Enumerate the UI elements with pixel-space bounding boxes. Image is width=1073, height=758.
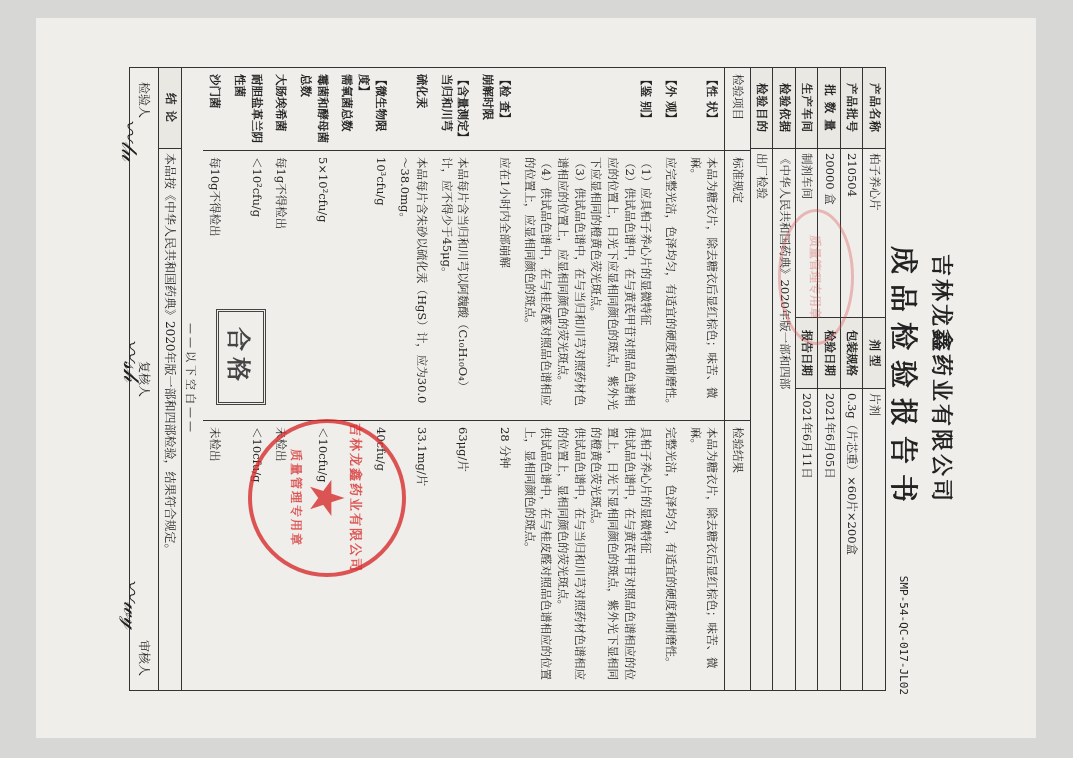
batch-quantity: 20000 盒 [818, 149, 841, 318]
item-result: 63μg/片 [434, 420, 475, 690]
conclusion: 本品按《中华人民共和国药典》2020年版一部和四部检验，结果符合规定。 [158, 149, 181, 691]
item-row [476, 68, 517, 690]
item-result: 40cfu/g [335, 420, 393, 690]
star-icon: ★ [302, 479, 351, 517]
document-title: 成品检验报告书 [887, 245, 920, 512]
report-date-label: 报告日期 [795, 318, 818, 389]
dosage-form-label: 剂 型 [863, 318, 886, 389]
document-code: SMP-54-QC-017-JL02 [897, 575, 910, 695]
column-headers [725, 68, 751, 691]
item-result: 33.1mg/片 [393, 420, 434, 690]
item-row [269, 68, 294, 690]
item-standard: 5×10²cfu/g [293, 150, 334, 420]
faint-stamp-text: 质量管理专用章 [808, 234, 823, 319]
item-name: 【外 观】 [663, 74, 678, 125]
col-item: 检验项目 [730, 74, 745, 120]
workshop: 制剂车间 [795, 149, 818, 318]
workshop-label: 生产车间 [795, 68, 818, 149]
item-result: 未检出 [203, 420, 228, 690]
quality-seal [248, 419, 406, 577]
seal-ring-text: 吉林龙鑫药业有限公司 [347, 423, 362, 574]
item-result: 本品为糖衣片，除去糖衣后显红棕色；味苦、微麻。 [683, 420, 724, 690]
batch-number: 210504 [840, 149, 863, 318]
conclusion-label: 结 论 [158, 68, 181, 149]
company-name: 吉林龙鑫药业有限公司 [928, 253, 954, 504]
package-spec: 0.3g（片芯重）×60片×200盒 [840, 389, 863, 691]
item-name: 【性 状】 [705, 74, 720, 125]
item-result: ＜10cfu/g [227, 420, 268, 690]
batch-label: 产品批号 [840, 68, 863, 149]
spec-label: 包装规格 [840, 318, 863, 389]
approver-signature: 〰𝓌𝓎 [118, 579, 143, 630]
item-standard: ＜10²cfu/g [227, 150, 268, 420]
item-row [683, 68, 724, 690]
item-name: 霉菌和酵母菌总数 [299, 74, 330, 143]
inspector-signature: 〰𝓁𝓊 [116, 119, 141, 161]
report-date: 2021年6月11日 [795, 389, 818, 691]
qualified-stamp-text: 合格 [224, 327, 254, 387]
dosage-form: 片剂 [863, 389, 886, 691]
seal-bottom-text: 质量管理专用章 [289, 448, 303, 547]
item-name: 【鉴 别】 [639, 74, 654, 125]
item-standard: （1）应具柏子养心片的显微特征 （2）供试品色谱中，在与黄芪甲苷对照品色谱相应的位置上，日光下应显相同颜色的斑点，紫外光下应显相同的橙黄色荧光斑点。 （3）供试品色谱中，在与当归和川芎对照药材色谱相应的位置上，应显相同颜色的荧光斑点。 （4）供试品色谱中，在与桂皮醛对照品色谱相应的位置上，应显相同颜色的斑点。 [517, 150, 658, 420]
inspection-purpose: 出厂检验 [750, 149, 773, 691]
item-standard: 每1g不得检出 [269, 150, 294, 420]
item-row [393, 68, 434, 690]
col-result: 检验结果 [725, 420, 750, 690]
reviewer-label: 复核人 [136, 360, 151, 397]
item-name: 【含量测定】 当归和川芎 [439, 74, 471, 143]
item-standard: 每10g不得检出 [203, 150, 228, 420]
item-result: 完整光洁，色泽均匀，有适宜的硬度和耐磨性。 [658, 420, 683, 690]
purpose-label: 检验目的 [750, 68, 773, 149]
item-result: 未检出 [269, 420, 294, 690]
quantity-label: 批 数 量 [818, 68, 841, 149]
item-result: ＜10cfu/g [293, 420, 334, 690]
item-name: 沙门菌 [208, 74, 223, 109]
product-name-label: 产品名称 [863, 68, 886, 149]
item-row [434, 68, 475, 690]
inspect-date-label: 检验日期 [818, 318, 841, 389]
basis-label: 检验依据 [773, 68, 796, 149]
inspect-date: 2021年6月05日 [818, 389, 841, 691]
item-row [658, 68, 683, 690]
item-name: 【微生物限度】 需氧菌总数 [340, 74, 388, 132]
product-name: 柏子养心片 [863, 149, 886, 318]
blank-note: ——以下空白—— [183, 323, 197, 435]
item-list [203, 68, 724, 690]
item-result: 28 分钟 [476, 420, 517, 690]
item-standard: 本品每片含朱砂以硫化汞（HgS）计，应为30.0～38.0mg。 [393, 150, 434, 420]
item-result: 具柏子养心片的显微特征 供试品色谱中，在与黄芪甲苷对照品色谱相应的位置上，日光下显相同颜色的斑点，紫外光下显相同的橙黄色荧光斑点。 供试品色谱中，在与当归和川芎对照药材色谱相应的位置上，显相同颜色的荧光斑点。 供试品色谱中，在与桂皮醛对照品色谱相应的位置上，显相同颜色的斑点。 [517, 420, 658, 690]
item-row [517, 68, 658, 690]
item-row [293, 68, 334, 690]
item-name: 【检 查】 崩解时限 [481, 74, 512, 125]
item-name: 大肠埃希菌 [274, 74, 289, 132]
item-name: 耐胆盐革兰阴性菌 [233, 74, 264, 143]
qualified-stamp [216, 309, 266, 405]
item-standard: 应完整光洁，色泽均匀，有适宜的硬度和耐磨性。 [658, 150, 683, 420]
col-standard: 标准规定 [725, 150, 750, 420]
item-standard: 应在1小时内全部崩解 [476, 150, 517, 420]
approver-label: 审核人 [136, 639, 151, 676]
inspection-report [106, 59, 966, 699]
item-row [335, 68, 393, 690]
inspection-basis: 《中华人民共和国药典》2020年版一部和四部 [773, 149, 796, 691]
item-standard: 本品每片含当归和川芎以阿魏酸（C₁₀H₁₀O₄）计，应不得少于45μg。 [434, 150, 475, 420]
reviewer-signature: 〰𝓈𝒽 [118, 339, 143, 382]
item-standard: 10³cfu/g [335, 150, 393, 420]
faint-stamp [778, 209, 854, 345]
item-name: 硫化汞 [415, 74, 430, 109]
header [885, 59, 958, 699]
inspector-label: 检验人 [136, 82, 151, 119]
item-standard: 本品为糖衣片，除去糖衣后显红棕色；味苦、微麻。 [683, 150, 724, 420]
